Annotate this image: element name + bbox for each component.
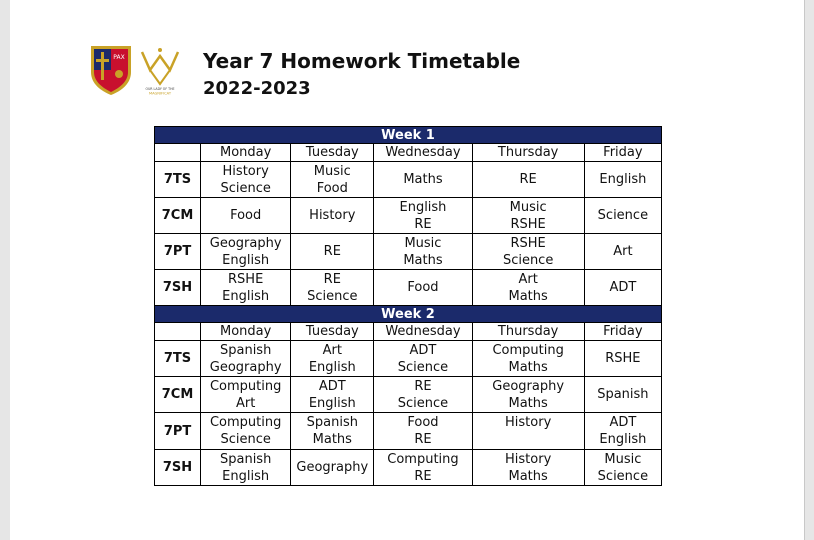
- day-header: Monday: [201, 323, 291, 341]
- subject-cell: History Science: [201, 162, 291, 198]
- subject-cell: English RE: [374, 198, 472, 234]
- table-row: [155, 162, 662, 198]
- class-code: 7PT: [155, 234, 201, 270]
- week-1-header: Week 1: [155, 127, 662, 144]
- subject-cell: ADT English: [291, 377, 374, 413]
- subject-cell: RE Science: [291, 270, 374, 306]
- subject-cell: Food: [374, 270, 472, 306]
- subject-cell: Art: [584, 234, 661, 270]
- subject-cell: History: [472, 413, 584, 450]
- table-row: [155, 270, 662, 306]
- week-2-header: Week 2: [155, 306, 662, 323]
- day-header: Friday: [584, 323, 661, 341]
- day-header: Wednesday: [374, 323, 472, 341]
- subject-cell: ADT English: [584, 413, 661, 450]
- subject-cell: Art Maths: [472, 270, 584, 306]
- subject-cell: Food RE: [374, 413, 472, 450]
- subject-cell: Geography Maths: [472, 377, 584, 413]
- subject-cell: English: [584, 162, 661, 198]
- corner-cell: [155, 144, 201, 162]
- subject-cell: Geography: [291, 450, 374, 486]
- day-header: Monday: [201, 144, 291, 162]
- day-header: Thursday: [472, 144, 584, 162]
- svg-text:OUR LADY OF THE: OUR LADY OF THE: [145, 87, 175, 91]
- subject-cell: History Maths: [472, 450, 584, 486]
- table-row: [155, 377, 662, 413]
- class-code: 7TS: [155, 341, 201, 377]
- subject-cell: Spanish Maths: [291, 413, 374, 450]
- class-code: 7CM: [155, 198, 201, 234]
- day-header: Tuesday: [291, 323, 374, 341]
- subject-cell: Computing Art: [201, 377, 291, 413]
- page-subtitle: 2022-2023: [203, 78, 311, 99]
- day-header: Thursday: [472, 323, 584, 341]
- subject-cell: Science: [584, 198, 661, 234]
- table-row: [155, 234, 662, 270]
- subject-cell: RE: [472, 162, 584, 198]
- table-row: [155, 413, 662, 450]
- subject-cell: RSHE Science: [472, 234, 584, 270]
- corner-cell: [155, 323, 201, 341]
- page-title: Year 7 Homework Timetable: [203, 49, 521, 73]
- day-header: Wednesday: [374, 144, 472, 162]
- class-code: 7SH: [155, 270, 201, 306]
- subject-cell: ADT: [584, 270, 661, 306]
- subject-cell: RSHE: [584, 341, 661, 377]
- table-row: [155, 450, 662, 486]
- subject-cell: Maths: [374, 162, 472, 198]
- magnificat-logo-icon: [136, 44, 184, 96]
- subject-cell: Art English: [291, 341, 374, 377]
- table-row: [155, 341, 662, 377]
- subject-cell: RE Science: [374, 377, 472, 413]
- table-row: [155, 198, 662, 234]
- class-code: 7PT: [155, 413, 201, 450]
- class-code: 7SH: [155, 450, 201, 486]
- svg-text:MAGNIFICAT: MAGNIFICAT: [148, 91, 172, 96]
- subject-cell: Computing Maths: [472, 341, 584, 377]
- subject-cell: Spanish English: [201, 450, 291, 486]
- subject-cell: Computing Science: [201, 413, 291, 450]
- day-header: Tuesday: [291, 144, 374, 162]
- subject-cell: Computing RE: [374, 450, 472, 486]
- subject-cell: Spanish Geography: [201, 341, 291, 377]
- subject-cell: RE: [291, 234, 374, 270]
- class-code: 7TS: [155, 162, 201, 198]
- crest-motto: PAX: [113, 54, 125, 61]
- subject-cell: ADT Science: [374, 341, 472, 377]
- subject-cell: Food: [201, 198, 291, 234]
- subject-cell: History: [291, 198, 374, 234]
- subject-cell: Geography English: [201, 234, 291, 270]
- subject-cell: Music RSHE: [472, 198, 584, 234]
- subject-cell: RSHE English: [201, 270, 291, 306]
- subject-cell: Spanish: [584, 377, 661, 413]
- subject-cell: Music Maths: [374, 234, 472, 270]
- document-page: [10, 0, 805, 540]
- subject-cell: Music Science: [584, 450, 661, 486]
- school-crest-icon: [89, 44, 133, 96]
- day-header: Friday: [584, 144, 661, 162]
- class-code: 7CM: [155, 377, 201, 413]
- subject-cell: Music Food: [291, 162, 374, 198]
- homework-timetable: [154, 126, 662, 486]
